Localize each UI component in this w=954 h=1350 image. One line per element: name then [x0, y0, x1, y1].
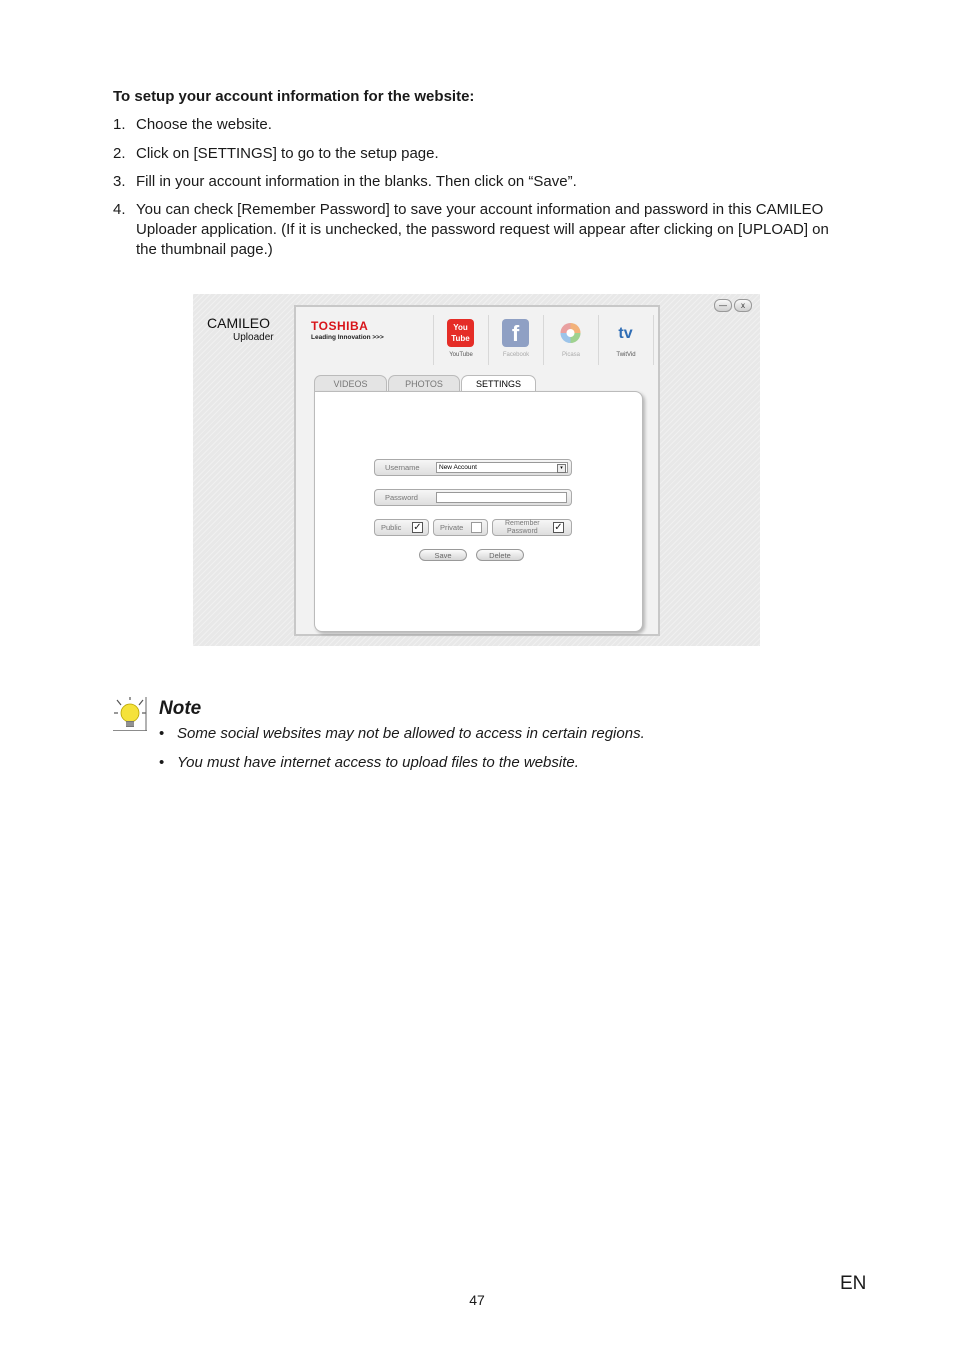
- password-row: [374, 489, 572, 506]
- step-1: [113, 115, 843, 135]
- note-text: Some social websites may not be allowed to access in certain regions.: [177, 725, 645, 742]
- note-text: You must have internet access to upload files to the website.: [177, 754, 579, 771]
- remember-label-line2: Password: [506, 527, 538, 535]
- step-text: You can check [Remember Password] to save your account information and password in this CAMILEO Uploader application. (If it is unchecked, the password request will appear after clicking on [UPLOAD] on the thumbnail page.): [136, 201, 829, 258]
- tab-photos[interactable]: PHOTOS: [388, 375, 460, 391]
- window-controls: [714, 299, 752, 312]
- step-3: [113, 172, 843, 192]
- delete-button[interactable]: Delete: [476, 549, 524, 561]
- site-twitvid[interactable]: [599, 315, 654, 365]
- facebook-icon: f: [502, 319, 529, 347]
- lightbulb-icon: [113, 697, 147, 731]
- step-number: 1.: [113, 116, 126, 133]
- close-icon[interactable]: x: [734, 299, 752, 312]
- site-label: Picasa: [561, 352, 580, 358]
- main-panel: [294, 305, 660, 636]
- step-number: 3.: [113, 173, 126, 190]
- twitvid-icon: tv: [618, 325, 633, 342]
- minimize-icon[interactable]: —: [714, 299, 732, 312]
- step-text: Choose the website.: [136, 116, 272, 133]
- uploader-screenshot: [193, 294, 760, 646]
- save-button[interactable]: Save: [419, 549, 467, 561]
- site-selector: [433, 315, 654, 365]
- step-number: 4.: [113, 201, 126, 218]
- step-2: [113, 144, 843, 164]
- tab-videos[interactable]: VIDEOS: [314, 375, 387, 391]
- site-youtube[interactable]: [433, 315, 489, 365]
- username-row: [374, 459, 572, 476]
- site-label: Facebook: [502, 352, 530, 358]
- public-label: Public: [381, 523, 402, 532]
- username-select[interactable]: [436, 462, 568, 473]
- note-title: Note: [159, 698, 202, 719]
- password-field[interactable]: [436, 492, 567, 503]
- private-option[interactable]: [433, 519, 488, 536]
- remember-label-line1: Remember: [505, 520, 540, 527]
- settings-form: [314, 391, 643, 632]
- step-number: 2.: [113, 145, 126, 162]
- public-option[interactable]: [374, 519, 429, 536]
- tab-bar: [314, 375, 537, 391]
- tab-settings[interactable]: SETTINGS: [461, 375, 536, 391]
- site-label: TwitVid: [616, 352, 636, 358]
- toshiba-logo: TOSHIBA: [311, 319, 369, 333]
- page-number: 47: [469, 1292, 485, 1308]
- note-item: [159, 725, 645, 742]
- step-text: Fill in your account information in the blanks. Then click on “Save”.: [136, 173, 577, 190]
- picasa-icon: [557, 319, 584, 347]
- app-brand-subtitle: Uploader: [233, 332, 274, 343]
- remember-password-label: [505, 520, 540, 535]
- remember-password-option[interactable]: [492, 519, 572, 536]
- toshiba-tagline: Leading Innovation >>>: [311, 334, 384, 341]
- site-picasa[interactable]: [544, 315, 599, 365]
- site-facebook[interactable]: [489, 315, 544, 365]
- username-label: Username: [385, 463, 420, 472]
- step-text: Click on [SETTINGS] to go to the setup page.: [136, 145, 439, 162]
- password-label: Password: [385, 493, 418, 502]
- step-4: [113, 200, 843, 260]
- app-brand-title: CAMILEO: [207, 315, 271, 331]
- private-checkbox[interactable]: [471, 522, 482, 533]
- site-label: YouTube: [449, 352, 473, 358]
- youtube-icon: You Tube: [447, 319, 474, 347]
- instructions-heading: To setup your account information for the website:: [113, 88, 475, 105]
- username-value: New Account: [439, 464, 477, 471]
- bullet: •: [159, 725, 165, 742]
- chevron-down-icon[interactable]: ▾: [557, 464, 566, 473]
- remember-password-checkbox[interactable]: ✓: [554, 522, 563, 533]
- bullet: •: [159, 754, 165, 771]
- language-label: EN: [840, 1273, 867, 1294]
- private-label: Private: [440, 523, 464, 532]
- note-item: [159, 754, 579, 771]
- public-checkbox[interactable]: ✓: [413, 522, 422, 533]
